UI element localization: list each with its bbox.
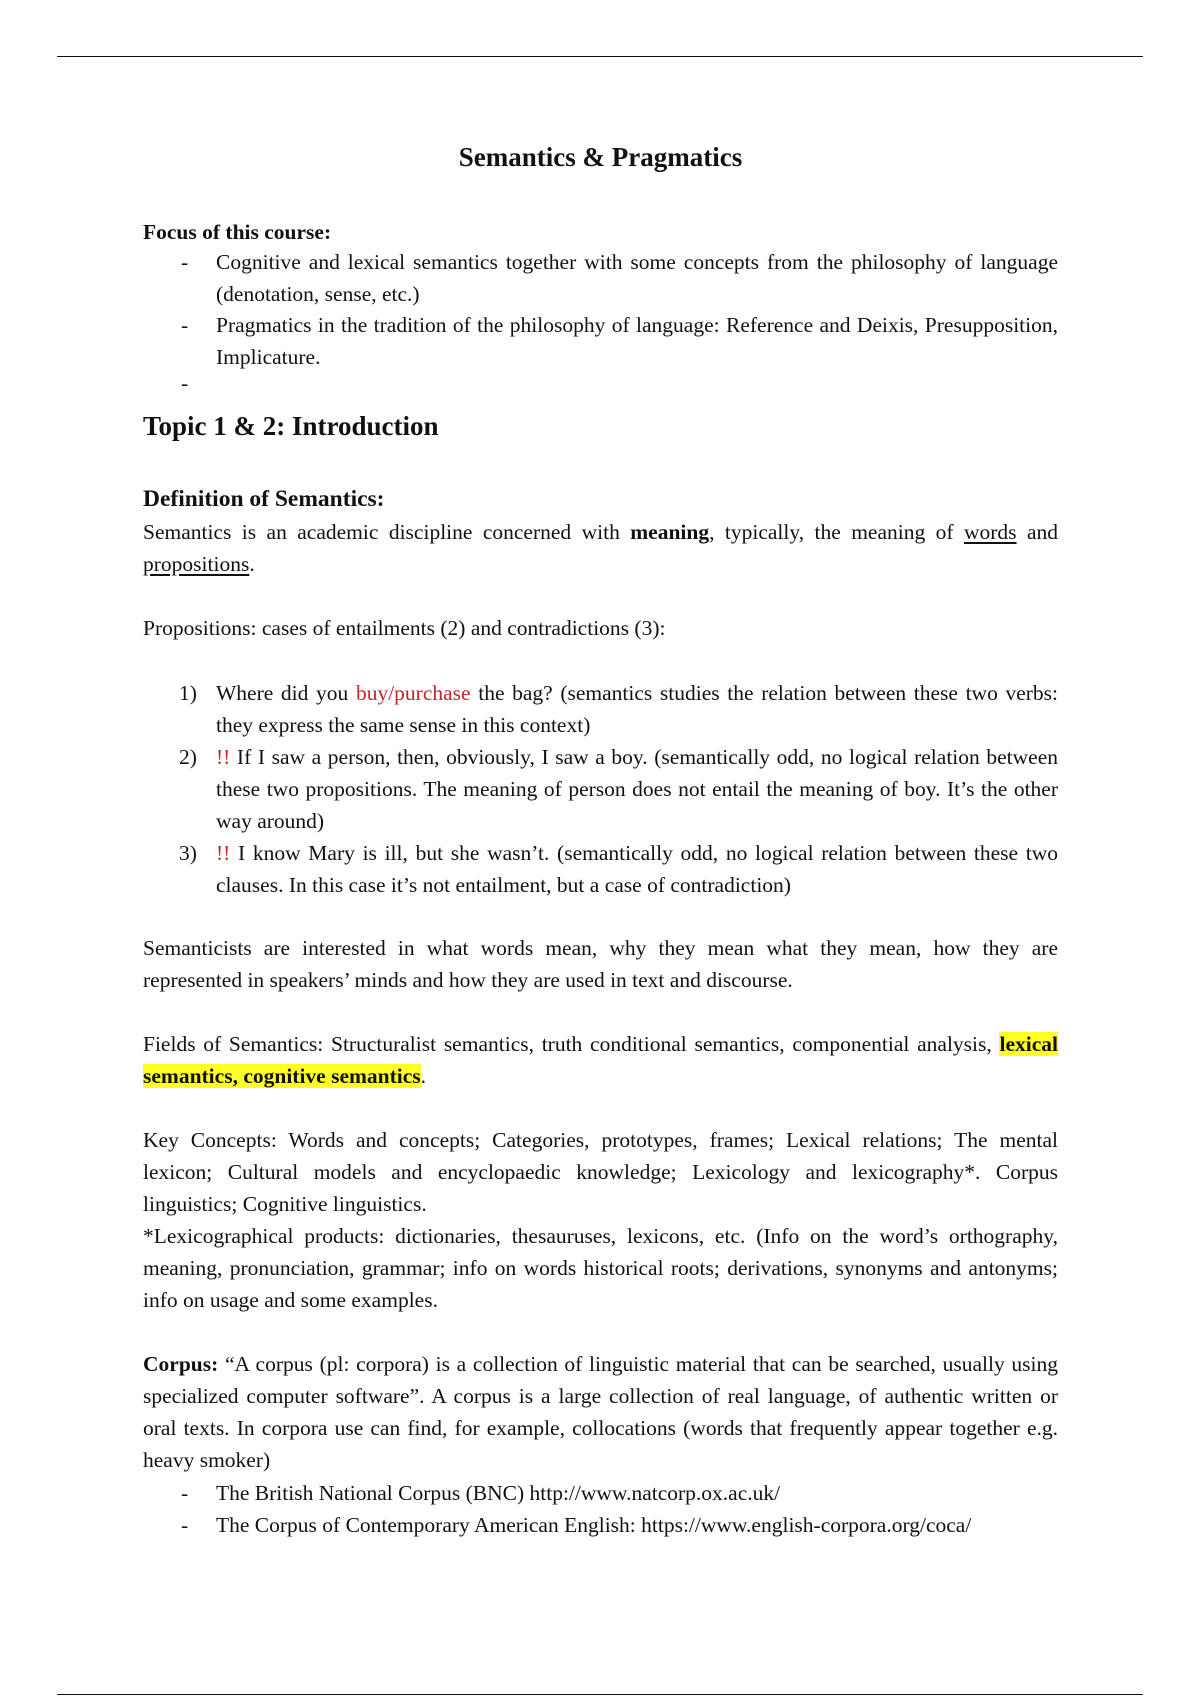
definition-underlined-term: words	[963, 520, 1017, 544]
example-red-mark: !!	[216, 841, 231, 865]
example-red-term: buy/purchase	[355, 681, 471, 705]
definition-text: , typically, the meaning of	[709, 520, 964, 544]
semanticists-paragraph: Semanticists are interested in what words mean, why they mean what they mean, how they are represented in speakers’ minds and how they are used in text and discourse.	[143, 936, 1058, 992]
fields-highlight: lexical semantics, cognitive semantics	[143, 1032, 1058, 1088]
example-text-part: I know Mary is ill, but she wasn’t. (semantically odd, no logical relation between these two clauses. In this case it’s not entailment, but a case of contradiction)	[216, 841, 1058, 897]
example-text	[216, 837, 1058, 901]
definition-text: and	[1016, 520, 1059, 544]
corpus-item-text: The Corpus of Contemporary American English: https://www.english-corpora.org/coca/	[216, 1513, 972, 1537]
definition-paragraph	[143, 516, 1058, 580]
example-text	[216, 741, 1058, 837]
definition-text: Semantics is an academic discipline concerned with	[143, 520, 631, 544]
propositions-intro: Propositions: cases of entailments (2) and contradictions (3):	[143, 616, 666, 640]
example-number: 3)	[179, 841, 197, 865]
fields-text: Fields of Semantics: Structuralist semantics, truth conditional semantics, componential analysis,	[143, 1032, 1000, 1056]
focus-item-text: Pragmatics in the tradition of the philosophy of language: Reference and Deixis, Presupposition, Implicature.	[216, 313, 1058, 369]
example-red-mark: !!	[216, 745, 231, 769]
topic-heading: Topic 1 & 2: Introduction	[143, 411, 439, 441]
example-text-part: Where did you	[216, 681, 356, 705]
fields-text: .	[420, 1064, 427, 1088]
definition-bold-term: meaning	[630, 520, 710, 544]
example-text	[216, 677, 1058, 741]
definition-heading: Definition of Semantics:	[143, 486, 385, 512]
document-title: Semantics & Pragmatics	[458, 142, 743, 172]
corpus-text: “A corpus (pl: corpora) is a collection of linguistic material that can be searched, usually using specialized computer software”. A corpus is a large collection of real language, of authentic written or oral texts. In corpora use can find, for example, collocations (words that frequently appear together e.g. heavy smoker)	[143, 1352, 1058, 1472]
top-rule	[57, 56, 1143, 57]
example-number: 2)	[179, 745, 197, 769]
example-text-part: If I saw a person, then, obviously, I saw a boy. (semantically odd, no logical relation between these two propositions. The meaning of person does not entail the meaning of boy. It’s the other way around)	[216, 745, 1058, 833]
lexicographical-paragraph: *Lexicographical products: dictionaries, thesauruses, lexicons, etc. (Info on the word’s orthography, meaning, pronunciation, grammar; info on words historical roots; derivations, synonyms and antonyms; info on usage and some examples.	[143, 1224, 1058, 1312]
bottom-rule	[57, 1694, 1143, 1695]
corpus-item-text: The British National Corpus (BNC) http://www.natcorp.ox.ac.uk/	[216, 1481, 781, 1505]
corpus-label: Corpus:	[143, 1352, 219, 1376]
bullet-marker: -	[181, 1481, 189, 1505]
fields-paragraph	[143, 1028, 1058, 1092]
bullet-marker: -	[181, 313, 189, 337]
definition-underlined-term: propositions	[143, 552, 250, 576]
bullet-marker: -	[181, 250, 189, 274]
bullet-marker: -	[181, 1513, 189, 1537]
bullet-marker: -	[181, 371, 189, 395]
key-concepts-paragraph: Key Concepts: Words and concepts; Categories, prototypes, frames; Lexical relations; The mental lexicon; Cultural models and encyclopaedic knowledge; Lexicology and lexicography*. Corpus linguistics; Cognitive linguistics.	[143, 1128, 1058, 1216]
corpus-paragraph	[143, 1348, 1058, 1476]
focus-item-text: Cognitive and lexical semantics together with some concepts from the philosophy of language (denotation, sense, etc.)	[216, 250, 1058, 306]
example-number: 1)	[179, 681, 197, 705]
example-text-part: the bag? (semantics studies the relation between these two verbs: they express the same sense in this context)	[216, 681, 1059, 737]
definition-text: .	[249, 552, 255, 576]
focus-heading: Focus of this course:	[143, 220, 332, 244]
